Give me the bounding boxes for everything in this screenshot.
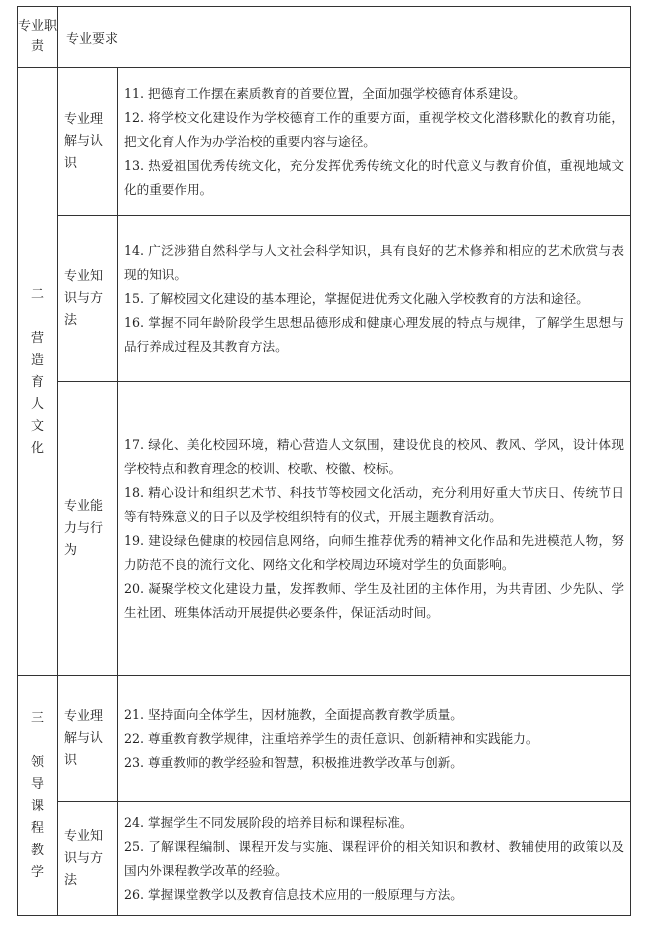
requirement-row (18, 216, 631, 382)
requirement-item: 14. 广泛涉猎自然科学与人文社会科学知识，具有良好的艺术修养和相应的艺术欣赏与表现的知识。 (124, 242, 624, 282)
requirement-item: 25. 了解课程编制、课程开发与实施、课程评价的相关知识和教材、教辅使用的政策以及国内外课程教学改革的经验。 (124, 838, 624, 878)
duty-number: 三 (30, 711, 44, 726)
requirement-cell (118, 216, 631, 382)
requirement-cell (118, 68, 631, 216)
requirement-cell (118, 676, 631, 802)
requirement-row (18, 382, 631, 676)
duty-cell (18, 68, 58, 676)
requirement-item: 21. 坚持面向全体学生，因材施教，全面提高教育教学质量。 (124, 706, 463, 722)
requirement-row (18, 676, 631, 802)
header-duty-label: 专业职责 (18, 19, 58, 54)
header-duty-cell (18, 7, 58, 68)
requirement-item: 26. 掌握课堂教学以及教育信息技术应用的一般原理与方法。 (124, 886, 463, 902)
requirement-item: 20. 凝聚学校文化建设力量，发挥教师、学生及社团的主体作用，为共青团、少先队、学生社团、班集体活动开展提供必要条件，保证活动时间。 (124, 580, 624, 620)
header-row (18, 7, 631, 68)
requirement-item: 12. 将学校文化建设作为学校德育工作的重要方面，重视学校文化潜移默化的教育功能，把文化育人作为办学治校的重要内容与途径。 (124, 109, 624, 149)
requirement-item: 16. 掌握不同年龄阶段学生思想品德形成和健康心理发展的特点与规律，了解学生思想与品行养成过程及其教育方法。 (124, 314, 624, 354)
requirement-item: 13. 热爱祖国优秀传统文化，充分发挥优秀传统文化的时代意义与教育价值，重视地域文化的重要作用。 (124, 157, 624, 197)
subcategory-label: 专业理解与认识 (58, 676, 118, 802)
requirement-item: 11. 把德育工作摆在素质教育的首要位置，全面加强学校德育体系建设。 (124, 85, 526, 101)
header-requirement-cell (58, 7, 631, 68)
requirement-cell (118, 382, 631, 676)
duty-cell (18, 676, 58, 916)
subcategory-label: 专业知识与方法 (58, 216, 118, 382)
duty-number: 二 (30, 287, 44, 302)
standards-table (17, 6, 631, 916)
requirement-row (18, 68, 631, 216)
requirement-item: 18. 精心设计和组织艺术节、科技节等校园文化活动，充分利用好重大节庆日、传统节日等有特殊意义的日子以及学校组织特有的仪式，开展主题教育活动。 (124, 484, 624, 524)
duty-title: 领导课程教学 (30, 755, 44, 880)
requirement-item: 23. 尊重教师的教学经验和智慧，积极推进教学改革与创新。 (124, 754, 463, 770)
requirement-item: 19. 建设绿色健康的校园信息网络，向师生推荐优秀的精神文化作品和先进模范人物，努力防范不良的流行文化、网络文化和学校周边环境对学生的负面影响。 (124, 532, 624, 572)
duty-title: 营造育人文化 (30, 331, 44, 456)
requirement-item: 15. 了解校园文化建设的基本理论，掌握促进优秀文化融入学校教育的方法和途径。 (124, 290, 589, 306)
requirement-item: 17. 绿化、美化校园环境，精心营造人文氛围，建设优良的校风、教风、学风，设计体现学校特点和教育理念的校训、校歌、校徽、校标。 (124, 436, 624, 476)
subcategory-label: 专业理解与认识 (58, 68, 118, 216)
subcategory-label: 专业知识与方法 (58, 802, 118, 916)
requirement-item: 22. 尊重教育教学规律，注重培养学生的责任意识、创新精神和实践能力。 (124, 730, 539, 746)
requirement-row (18, 802, 631, 916)
subcategory-label: 专业能力与行为 (58, 382, 118, 676)
requirement-cell (118, 802, 631, 916)
header-requirement-label: 专业要求 (66, 31, 119, 47)
requirement-item: 24. 掌握学生不同发展阶段的培养目标和课程标准。 (124, 814, 413, 830)
